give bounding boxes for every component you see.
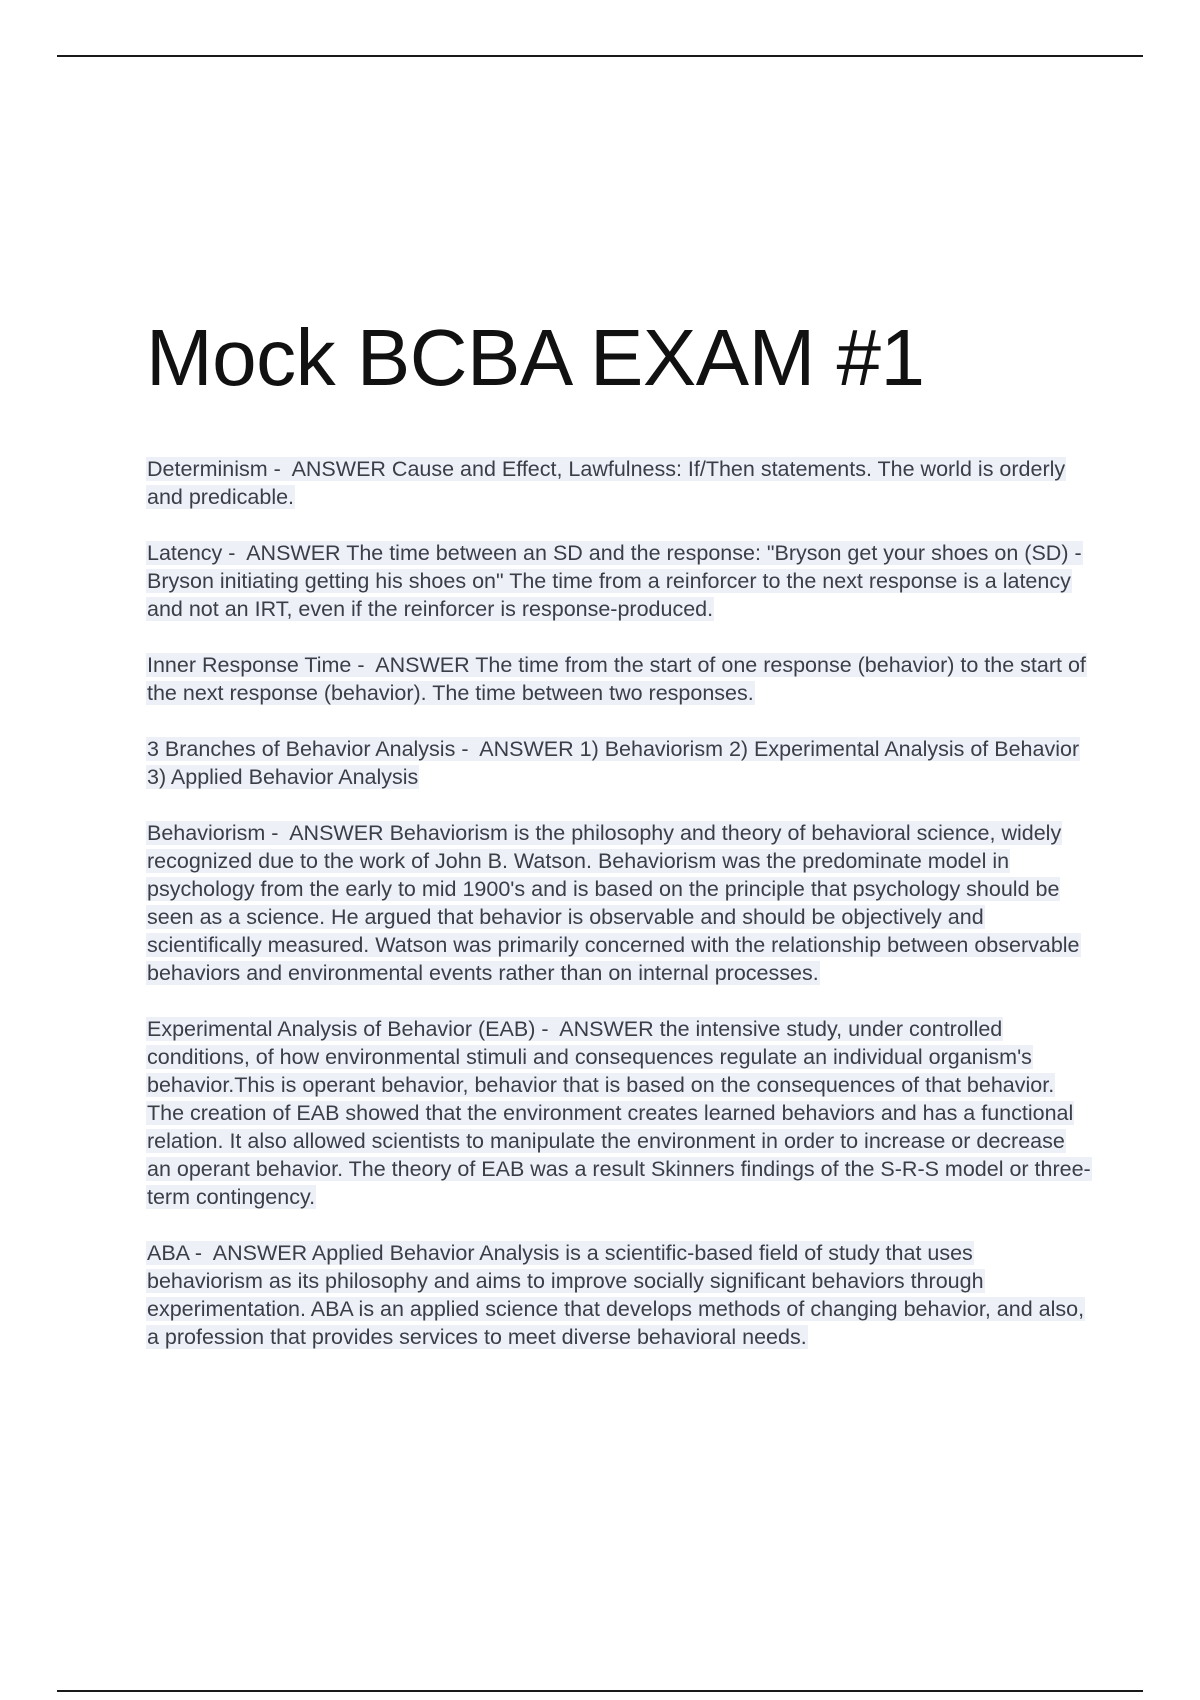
qa-answer: 1) Behaviorism 2) Experimental Analysis of Behavior 3) Applied Behavior Analysis: [147, 737, 1080, 789]
answer-marker: ANSWER: [559, 1017, 654, 1041]
qa-item-eab: [146, 1015, 1091, 1211]
header-rule: [57, 55, 1143, 57]
qa-item-text: Behaviorism - ANSWER Behaviorism is the philosophy and theory of behavioral science, widely recognized due to the work of John B. Watson. Behaviorism was the predominate model in psychology from the early to mid 1900's and is based on the principle that psychology should be seen as a science. He argued that behavior is observable and should be objectively and scientifically measured. Watson was primarily concerned with the relationship between observable behaviors and environmental events rather than on internal processes.: [147, 821, 1080, 985]
page-title: Mock BCBA EXAM #1: [146, 313, 925, 402]
qa-answer: The time between an SD and the response: "Bryson get your shoes on (SD) - Bryson initiating getting his shoes on" The time from a reinforcer to the next response is a latency and not an IRT, even if the reinforcer is response-produced.: [147, 541, 1082, 621]
qa-term: Experimental Analysis of Behavior (EAB): [147, 1017, 536, 1041]
qa-item-text: Determinism - ANSWER Cause and Effect, Lawfulness: If/Then statements. The world is orderly and predicable.: [147, 457, 1066, 509]
answer-marker: ANSWER: [246, 541, 341, 565]
qa-term: Determinism: [147, 457, 268, 481]
qa-term: Inner Response Time: [147, 653, 352, 677]
answer-marker: ANSWER: [289, 821, 384, 845]
footer-rule: [57, 1690, 1143, 1692]
qa-item-text: 3 Branches of Behavior Analysis - ANSWER 1) Behaviorism 2) Experimental Analysis of Behavior 3) Applied Behavior Analysis: [147, 737, 1080, 789]
answer-marker: ANSWER: [291, 457, 386, 481]
qa-list: [146, 455, 1091, 1379]
qa-answer: Applied Behavior Analysis is a scientific-based field of study that uses behaviorism as its philosophy and aims to improve socially significant behaviors through experimentation. ABA is an applied science that develops methods of changing behavior, and also, a profession that provides services to meet diverse behavioral needs.: [147, 1241, 1085, 1349]
qa-term: ABA: [147, 1241, 189, 1265]
answer-marker: ANSWER: [479, 737, 574, 761]
qa-answer: The time from the start of one response (behavior) to the start of the next response (behavior). The time between two responses.: [147, 653, 1086, 705]
qa-term: Behaviorism: [147, 821, 266, 845]
qa-item-text: Experimental Analysis of Behavior (EAB) - ANSWER the intensive study, under controlled conditions, of how environmental stimuli and consequences regulate an individual organism's behavior.This is operant behavior, behavior that is based on the consequences of that behavior. The creation of EAB showed that the environment creates learned behaviors and has a functional relation. It also allowed scientists to manipulate the environment in order to increase or decrease an operant behavior. The theory of EAB was a result Skinners findings of the S-R-S model or three-term contingency.: [147, 1017, 1091, 1209]
qa-item-behaviorism: [146, 819, 1091, 987]
qa-item-text: Latency - ANSWER The time between an SD and the response: "Bryson get your shoes on (SD) - Bryson initiating getting his shoes on" The time from a reinforcer to the next response is a latency and not an IRT, even if the reinforcer is response-produced.: [147, 541, 1082, 621]
qa-item-determinism: [146, 455, 1091, 511]
qa-answer: the intensive study, under controlled conditions, of how environmental stimuli and consequences regulate an individual organism's behavior.This is operant behavior, behavior that is based on the consequences of that behavior. The creation of EAB showed that the environment creates learned behaviors and has a functional relation. It also allowed scientists to manipulate the environment in order to increase or decrease an operant behavior. The theory of EAB was a result Skinners findings of the S-R-S model or three-term contingency.: [147, 1017, 1091, 1209]
qa-item-latency: [146, 539, 1091, 623]
qa-item-inner-response-time: [146, 651, 1091, 707]
qa-item-three-branches: [146, 735, 1091, 791]
qa-item-aba: [146, 1239, 1091, 1351]
answer-marker: ANSWER: [375, 653, 470, 677]
qa-term: Latency: [147, 541, 223, 565]
qa-term: 3 Branches of Behavior Analysis: [147, 737, 456, 761]
qa-item-text: ABA - ANSWER Applied Behavior Analysis is a scientific-based field of study that uses behaviorism as its philosophy and aims to improve socially significant behaviors through experimentation. ABA is an applied science that develops methods of changing behavior, and also, a profession that provides services to meet diverse behavioral needs.: [147, 1241, 1085, 1349]
qa-answer: Cause and Effect, Lawfulness: If/Then statements. The world is orderly and predicable.: [147, 457, 1066, 509]
answer-marker: ANSWER: [212, 1241, 308, 1265]
qa-answer: Behaviorism is the philosophy and theory of behavioral science, widely recognized due to the work of John B. Watson. Behaviorism was the predominate model in psychology from the early to mid 1900's and is based on the principle that psychology should be seen as a science. He argued that behavior is observable and should be objectively and scientifically measured. Watson was primarily concerned with the relationship between observable behaviors and environmental events rather than on internal processes.: [147, 821, 1080, 985]
qa-item-text: Inner Response Time - ANSWER The time from the start of one response (behavior) to the start of the next response (behavior). The time between two responses.: [147, 653, 1086, 705]
